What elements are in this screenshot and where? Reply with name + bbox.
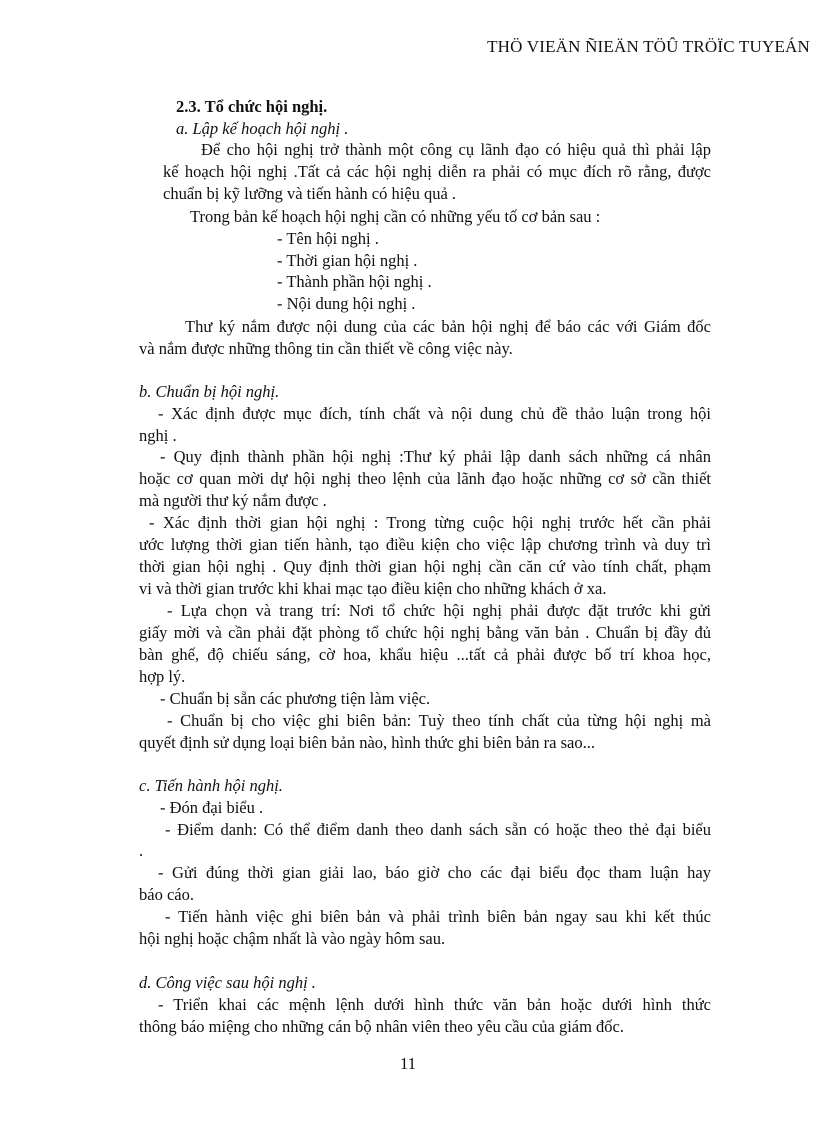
part-c-line: - Tiến hành việc ghi biên bản và phải trình biên bản ngay sau khi kết thúc bbox=[165, 907, 711, 926]
part-a-intro-line: kế hoạch hội nghị .Tất cả các hội nghị diễn ra phải có mục đích rõ rằng, được bbox=[163, 162, 711, 181]
list-item: - Thành phần hội nghị . bbox=[277, 272, 432, 291]
part-c-line: - Gửi đúng thời gian giải lao, báo giờ cho các đại biểu đọc tham luận hay bbox=[158, 863, 711, 882]
part-b-line: - Xác định được mục đích, tính chất và nội dung chủ đề thảo luận trong hội bbox=[158, 404, 711, 423]
list-item: - Thời gian hội nghị . bbox=[277, 251, 418, 270]
part-b-line: bàn ghế, độ chiếu sáng, cờ hoa, khẩu hiệu ...tất cả phải được bố trí khoa học, bbox=[139, 645, 711, 664]
part-c-line: hội nghị hoặc chậm nhất là vào ngày hôm sau. bbox=[139, 929, 446, 948]
part-c-line: - Điểm danh: Có thể điểm danh theo danh sách sẵn có hoặc theo thẻ đại biểu bbox=[165, 820, 711, 839]
part-c-line: . bbox=[139, 841, 144, 860]
part-c-heading: c. Tiến hành hội nghị. bbox=[139, 776, 283, 795]
part-b-line: giấy mời và cần phải đặt phòng tổ chức hội nghị bằng văn bản . Chuẩn bị đầy đủ bbox=[139, 623, 711, 642]
part-b-line: mà người thư ký nắm được . bbox=[139, 491, 327, 510]
part-d-line: - Triển khai các mệnh lệnh dưới hình thức văn bản hoặc dưới hình thức bbox=[158, 995, 711, 1014]
part-c-line: - Đón đại biểu . bbox=[160, 798, 264, 817]
part-a-heading: a. Lập kế hoạch hội nghị . bbox=[176, 119, 349, 138]
part-b-line: - Chuẩn bị cho việc ghi biên bản: Tuỳ theo tính chất của từng hội nghị mà bbox=[167, 711, 711, 730]
part-a-intro-line: chuẩn bị kỹ lưỡng và tiến hành có hiệu quả . bbox=[163, 184, 457, 203]
part-b-line: - Quy định thành phần hội nghị :Thư ký phải lập danh sách những cá nhân bbox=[160, 447, 711, 466]
list-item: - Tên hội nghị . bbox=[277, 229, 379, 248]
part-b-line: ước lượng thời gian tiến hành, tạo điều kiện cho việc lập chương trình và duy trì bbox=[139, 535, 711, 554]
part-b-line: hoặc cơ quan mời dự hội nghị theo lệnh của lãnh đạo hoặc những cơ sở cần thiết bbox=[139, 469, 711, 488]
part-b-line: - Chuẩn bị sẵn các phương tiện làm việc. bbox=[160, 689, 431, 708]
part-b-line: thời gian hội nghị . Quy định thời gian hội nghị cần căn cứ vào tính chất, phạm bbox=[139, 557, 711, 576]
part-a-closing-line: và nắm được những thông tin cần thiết về công việc này. bbox=[139, 339, 513, 358]
list-item: - Nội dung hội nghị . bbox=[277, 294, 416, 313]
section-title: 2.3. Tổ chức hội nghị. bbox=[176, 97, 328, 116]
part-b-line: - Lựa chọn và trang trí: Nơi tổ chức hội nghị phải được đặt trước khi gửi bbox=[167, 601, 711, 620]
part-b-line: hợp lý. bbox=[139, 667, 186, 686]
part-b-heading: b. Chuẩn bị hội nghị. bbox=[139, 382, 280, 401]
page-number: 11 bbox=[399, 1054, 417, 1073]
part-b-line: - Xác định thời gian hội nghị : Trong từng cuộc hội nghị trước hết cần phải bbox=[149, 513, 711, 532]
part-c-line: báo cáo. bbox=[139, 885, 194, 904]
part-d-heading: d. Công việc sau hội nghị . bbox=[139, 973, 316, 992]
part-d-line: thông báo miệng cho những cán bộ nhân viên theo yêu cầu của giám đốc. bbox=[139, 1017, 625, 1036]
part-a-intro-line: Để cho hội nghị trở thành một công cụ lãnh đạo có hiệu quả thì phải lập bbox=[201, 140, 711, 159]
part-b-line: vi và thời gian trước khi khai mạc tạo điều kiện cho những khách ở xa. bbox=[139, 579, 607, 598]
part-a-list-intro: Trong bản kế hoạch hội nghị cần có những yếu tố cơ bản sau : bbox=[190, 207, 601, 226]
part-b-line: quyết định sử dụng loại biên bản nào, hình thức ghi biên bản ra sao... bbox=[139, 733, 595, 752]
site-header-title: THÖ VIEÄN ÑIEÄN TÖÛ TRÖÏC TUYEÁN bbox=[487, 37, 810, 56]
part-a-closing-line: Thư ký nắm được nội dung của các bản hội nghị để báo các với Giám đốc bbox=[185, 317, 711, 336]
part-b-line: nghị . bbox=[139, 426, 177, 445]
